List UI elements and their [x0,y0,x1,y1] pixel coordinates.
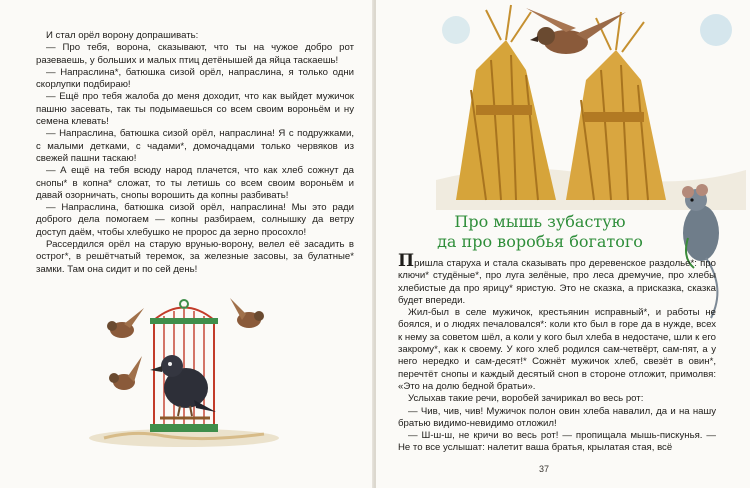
left-page-text [36,30,354,276]
story-title-line-2: да про воробья богатого [437,232,643,251]
sparrow-icon [109,356,142,390]
right-paragraph: Услыхав такие речи, воробей зачирикал во весь рот: [408,393,644,405]
first-paragraph-text: ришла старуха и стала сказывать про деревенское раздолье*: про ключи* студёные*, про луга зелёные, про леса дремучие, про хлебы хлебистые да про ярицу* яристую. Это не сказка, а присказка, сказка будет впереди. [398,258,716,306]
sparrow-icon [107,308,144,338]
crow-in-cage-illustration [84,290,284,450]
right-page-text [398,251,716,455]
sparrow-icon [230,298,264,328]
page-number: 37 [539,464,550,474]
left-paragraph: — Ещё про тебя жалоба до меня доходит, что как выйдет мужичок пашню засевать, так ты подымаешься со всем своим вороньём и ну семена клевать! [36,91,354,128]
drop-cap: П [398,251,415,271]
right-paragraph-first [398,251,716,307]
left-paragraph: — Напраслина, батюшка сизой орёл, напраслина! Мы это ради доброго дела помогаем — копны разбираем, солнышку да ветру доступ даём, чтобы хлебушко не пророс да зерно просохло! [36,202,354,238]
story-title [410,212,670,252]
right-paragraph: — Чив, чив, чив! Мужичок полон овин хлеба навалил, да и на нашу братью видимо-невидимо отложил! [398,405,716,429]
left-paragraph: — Про тебя, ворона, сказывают, что ты на чужое добро рот разеваешь, у больших и малых птиц детёнышей да яйца таскаешь! [36,42,354,66]
left-paragraph: И стал орёл ворону допрашивать: [46,30,199,41]
sparrow-icon [526,8,626,54]
cage-icon [150,300,218,432]
left-paragraph: Рассердился орёл на старую врунью-ворону, велел её засадить в острог*, в решётчатый теремок, за железные засовы, за булатные* замки. Там она сидит и по сей день! [36,239,354,275]
left-paragraph: — Напраслина*, батюшка сизой орёл, напраслина, я только одни скорлупки подбираю! [36,66,354,91]
crow-icon [150,355,216,418]
left-paragraph: — Напраслина, батюшка сизой орёл, напраслина! Я с подружками, с малыми детками, с чадами*, домочадцами только червяков из свежей пашни таскаю! [36,128,354,164]
story-title-line-1: Про мышь зубастую [454,212,626,231]
left-paragraph: — А ещё на тебя всюду народ плачется, что как хлеб сожнут да снопы* в копна* сложат, то ты летишь со всем своим вороньём и давай озорничать, снопы ворошить да копны разбивать! [36,165,354,201]
right-paragraph: — Ш-ш-ш, не кричи во весь рот! — пропищала мышь-пискунья. — Не то все услышат: налетит ваша братья, крылатая стая, всё [398,430,716,454]
right-paragraph: Жил-был в селе мужичок, крестьянин исправный*, и работы не боялся, и о людях печаловался*: коли кто был в горе да в нужде, всех к нему за советом шёл, а коли у кого был хлеба в недостаче, шли к его закрому*, как к своему. У кого хлеб родился сам-четвёрт, сам-пят, а у него нередко и сам-десят!* Сожнёт мужичок хлеб, свезёт в овин*, перечтёт снопы и каждый десятый сноп в стороне отложит, примолвя: «Это на долю бедной братьи». [398,307,716,392]
